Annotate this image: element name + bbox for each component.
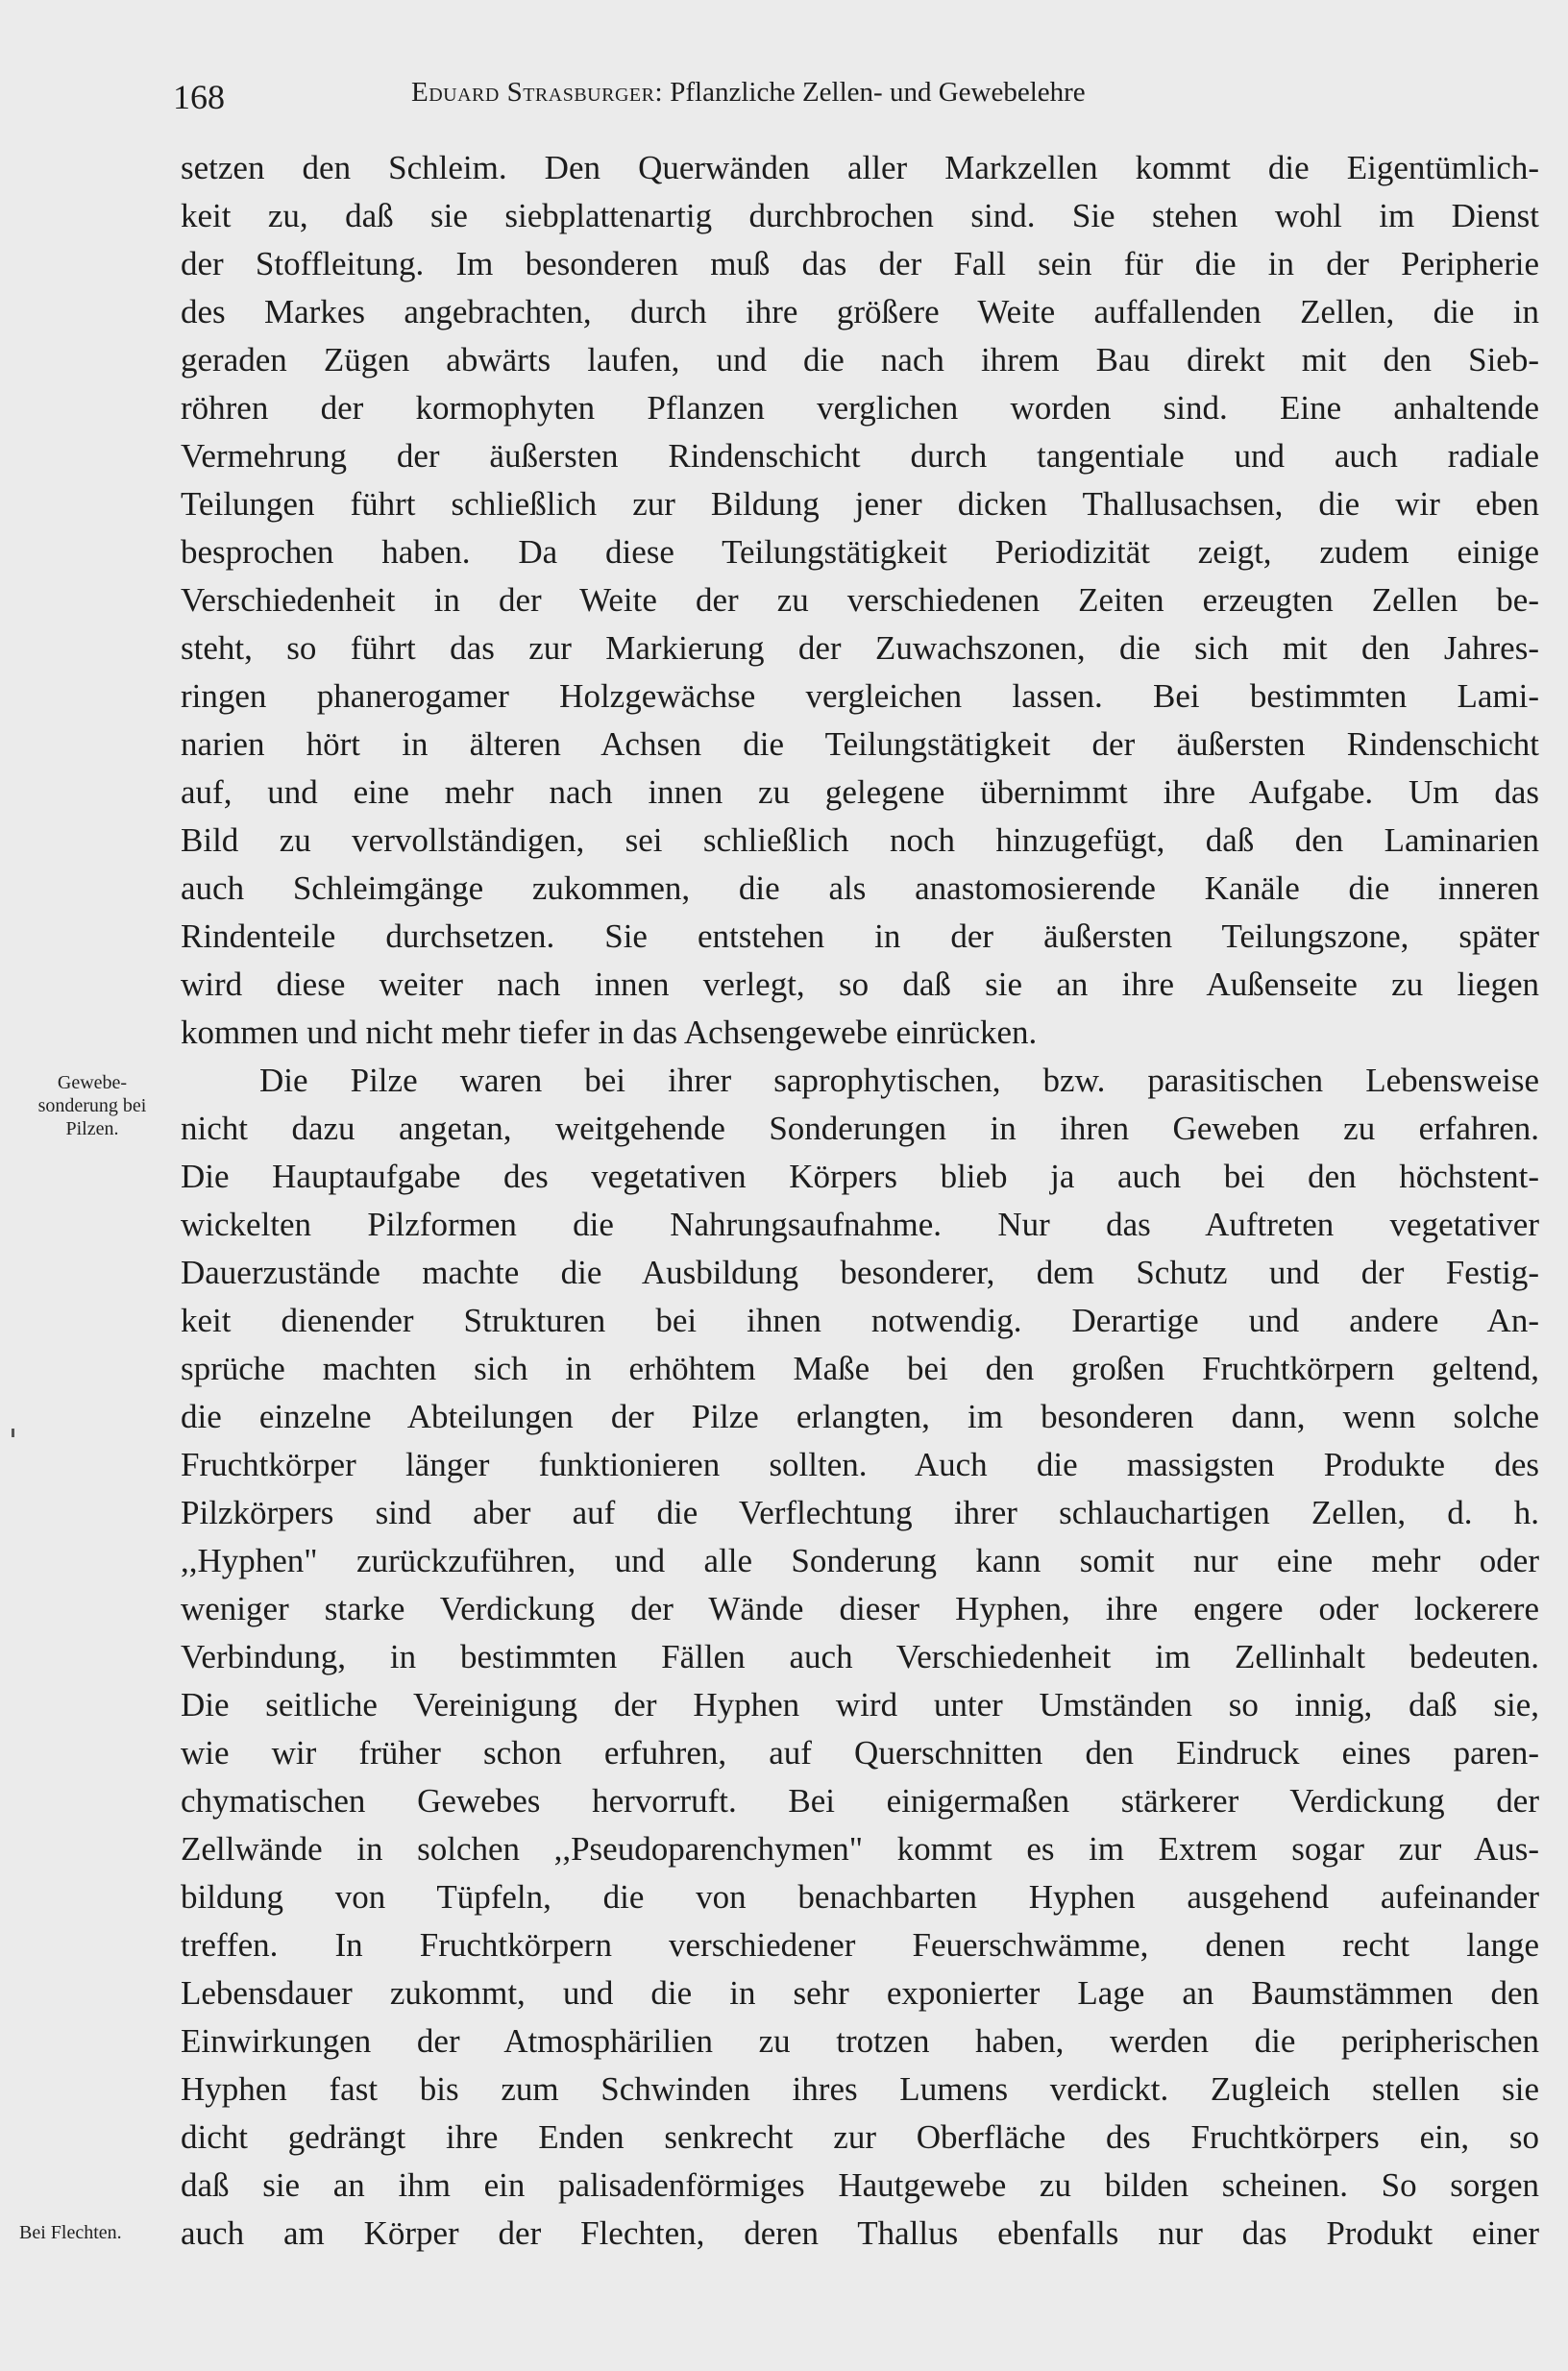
margin-note-line: Gewebe-	[57, 1072, 128, 1093]
text-line: setzen den Schleim. Den Querwänden aller Markzellen kommt die Eigentümlich-	[181, 149, 1539, 186]
text-line: Die Pilze waren bei ihrer saprophytischen, bzw. parasitischen Lebensweise	[259, 1062, 1539, 1099]
text-line: Hyphen fast bis zum Schwinden ihres Lumens verdickt. Zugleich stellen sie	[181, 2070, 1539, 2108]
text-line: auch am Körper der Flechten, deren Thallus ebenfalls nur das Produkt einer	[181, 2214, 1539, 2252]
text-line: ringen phanerogamer Holzgewächse vergleichen lassen. Bei bestimmten Lami-	[181, 677, 1539, 715]
running-head-author: Eduard Strasburger:	[411, 77, 664, 108]
text-line: Pilzkörpers sind aber auf die Verflechtung ihrer schlauchartigen Zellen, d. h.	[181, 1494, 1539, 1531]
text-line: Die Hauptaufgabe des vegetativen Körpers blieb ja auch bei den höchstent-	[181, 1158, 1539, 1195]
page-header	[173, 69, 1537, 127]
text-line: wickelten Pilzformen die Nahrungsaufnahme. Nur das Auftreten vegetativer	[181, 1206, 1539, 1243]
text-line: narien hört in älteren Achsen die Teilungstätigkeit der äußersten Rindenschicht	[181, 725, 1539, 763]
running-head-title: Pflanzliche Zellen- und Gewebelehre	[670, 77, 1086, 108]
text-line: Verbindung, in bestimmten Fällen auch Verschiedenheit im Zellinhalt bedeuten.	[181, 1638, 1539, 1675]
text-line: Die seitliche Vereinigung der Hyphen wird unter Umständen so innig, daß sie,	[181, 1686, 1539, 1723]
text-line: geraden Zügen abwärts laufen, und die nach ihrem Bau direkt mit den Sieb-	[181, 341, 1539, 379]
text-line: wird diese weiter nach innen verlegt, so daß sie an ihre Außenseite zu liegen	[181, 966, 1539, 1003]
text-line: die einzelne Abteilungen der Pilze erlangten, im besonderen dann, wenn solche	[181, 1398, 1539, 1435]
running-head	[411, 77, 1086, 109]
margin-note-line: sonderung bei	[37, 1095, 147, 1116]
print-speck	[12, 1429, 14, 1437]
text-line: bildung von Tüpfeln, die von benachbarten Hyphen ausgehend aufeinander	[181, 1878, 1539, 1916]
body-text	[181, 144, 1539, 2258]
text-line: Teilungen führt schließlich zur Bildung jener dicken Thallusachsen, die wir eben	[181, 485, 1539, 523]
text-line: Einwirkungen der Atmosphärilien zu trotzen haben, werden die peripherischen	[181, 2022, 1539, 2060]
text-line: Lebensdauer zukommt, und die in sehr exponierter Lage an Baumstämmen den	[181, 1974, 1539, 2012]
text-line: röhren der kormophyten Pflanzen verglichen worden sind. Eine anhaltende	[181, 389, 1539, 427]
text-line: ,,Hyphen" zurückzuführen, und alle Sonderung kann somit nur eine mehr oder	[181, 1542, 1539, 1579]
margin-note-line: Pilzen.	[65, 1118, 119, 1139]
text-line: dicht gedrängt ihre Enden senkrecht zur Oberfläche des Fruchtkörpers ein, so	[181, 2118, 1539, 2156]
text-line: treffen. In Fruchtkörpern verschiedener Feuerschwämme, denen recht lange	[181, 1926, 1539, 1964]
text-line: des Markes angebrachten, durch ihre größere Weite auffallenden Zellen, die in	[181, 293, 1539, 330]
text-line: Zellwände in solchen ,,Pseudoparenchymen" kommt es im Extrem sogar zur Aus-	[181, 1830, 1539, 1868]
text-line: weniger starke Verdickung der Wände dieser Hyphen, ihre engere oder lockerere	[181, 1590, 1539, 1627]
text-line: Vermehrung der äußersten Rindenschicht durch tangentiale und auch radiale	[181, 437, 1539, 475]
margin-note-fungi	[6, 1071, 179, 1140]
margin-note-lichens: Bei Flechten.	[19, 2222, 122, 2243]
text-line: daß sie an ihm ein palisadenförmiges Hautgewebe zu bilden scheinen. So sorgen	[181, 2166, 1539, 2204]
text-line: nicht dazu angetan, weitgehende Sonderungen in ihren Geweben zu erfahren.	[181, 1110, 1539, 1147]
text-line: keit dienender Strukturen bei ihnen notwendig. Derartige und andere An-	[181, 1302, 1539, 1339]
text-line: Rindenteile durchsetzen. Sie entstehen in der äußersten Teilungszone, später	[181, 917, 1539, 955]
text-line: der Stoffleitung. Im besonderen muß das der Fall sein für die in der Peripherie	[181, 245, 1539, 282]
text-line: chymatischen Gewebes hervorruft. Bei einigermaßen stärkerer Verdickung der	[181, 1782, 1539, 1820]
text-line: Bild zu vervollständigen, sei schließlich noch hinzugefügt, daß den Laminarien	[181, 821, 1539, 859]
page-number: 168	[173, 78, 225, 116]
text-line: Verschiedenheit in der Weite der zu verschiedenen Zeiten erzeugten Zellen be-	[181, 581, 1539, 619]
text-line: Dauerzustände machte die Ausbildung besonderer, dem Schutz und der Festig-	[181, 1254, 1539, 1291]
text-line: auch Schleimgänge zukommen, die als anastomosierende Kanäle die inneren	[181, 869, 1539, 907]
text-line: kommen und nicht mehr tiefer in das Achsengewebe einrücken.	[181, 1014, 1038, 1051]
text-line: steht, so führt das zur Markierung der Zuwachszonen, die sich mit den Jahres-	[181, 629, 1539, 667]
text-line: sprüche machten sich in erhöhtem Maße bei den großen Fruchtkörpern geltend,	[181, 1350, 1539, 1387]
text-line: auf, und eine mehr nach innen zu gelegene übernimmt ihre Aufgabe. Um das	[181, 773, 1539, 811]
text-line: keit zu, daß sie siebplattenartig durchbrochen sind. Sie stehen wohl im Dienst	[181, 197, 1539, 234]
text-line: besprochen haben. Da diese Teilungstätigkeit Periodizität zeigt, zudem einige	[181, 533, 1539, 571]
text-line: Fruchtkörper länger funktionieren sollten. Auch die massigsten Produkte des	[181, 1446, 1539, 1483]
text-line: wie wir früher schon erfuhren, auf Querschnitten den Eindruck eines paren-	[181, 1734, 1539, 1772]
